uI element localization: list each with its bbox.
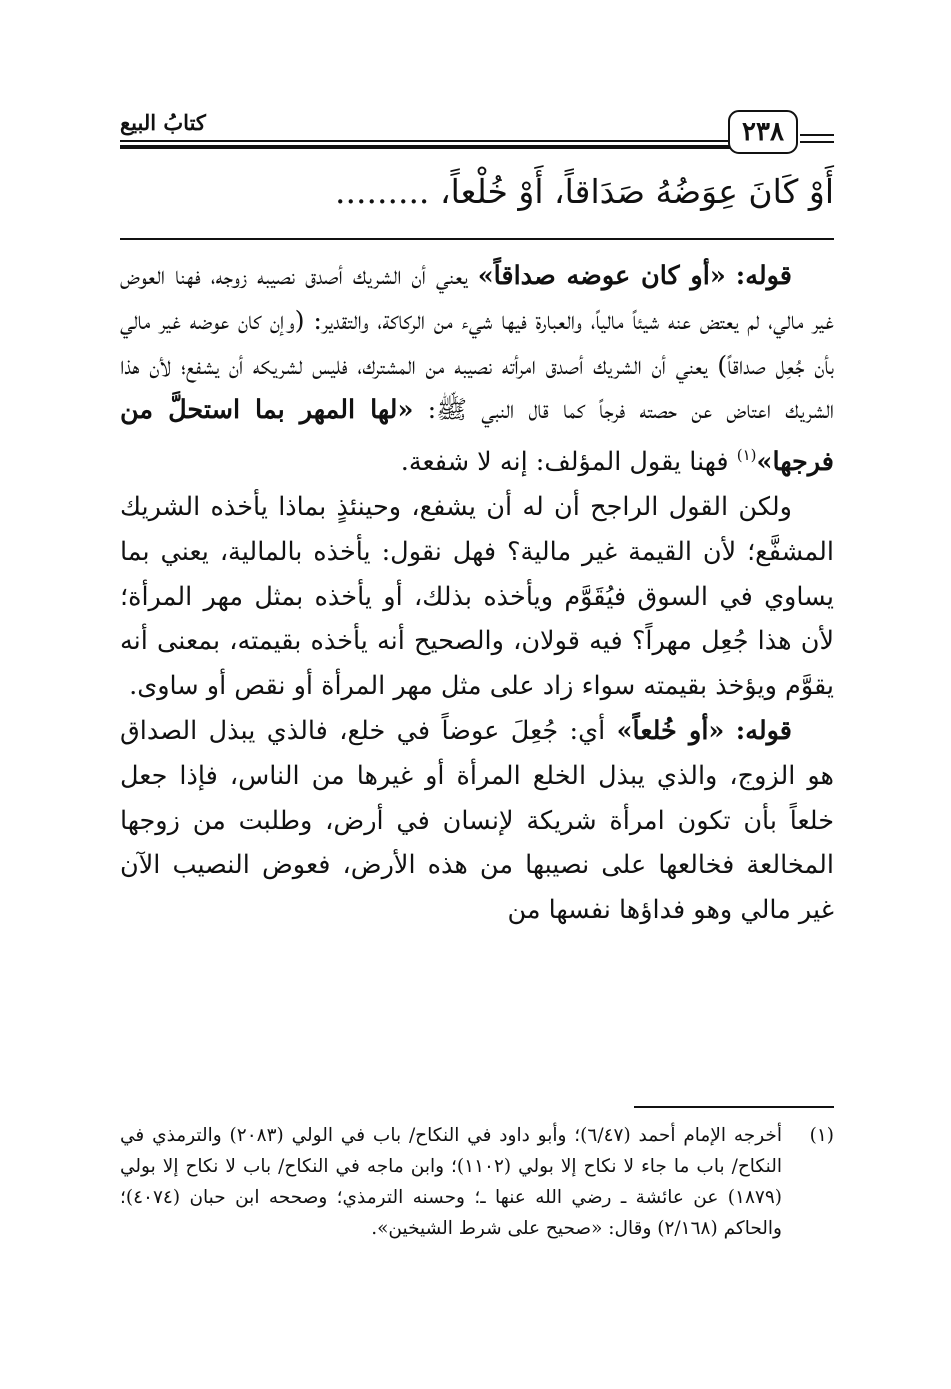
header-rule	[800, 141, 834, 143]
page-number: ٢٣٨	[728, 110, 798, 154]
book-title: كتابُ البيع	[120, 110, 206, 135]
footnotes	[120, 1120, 834, 1244]
header-rule	[800, 134, 834, 136]
matn-text: أَوْ كَانَ عِوَضُهُ صَدَاقاً، أَوْ خُلْعاً،	[439, 172, 834, 211]
matn-quote: «أو كان عوضه صداقاً»	[477, 261, 726, 291]
footnote-marker: (١)	[809, 1125, 834, 1146]
footnote-separator	[634, 1106, 834, 1108]
header-rule-thick	[120, 145, 730, 149]
paragraph	[120, 254, 834, 485]
paragraph	[120, 709, 834, 933]
matn-line	[120, 162, 834, 222]
matn-separator	[120, 238, 834, 240]
hadith-quote: «لها المهر بما استحلَّ من فرجها»	[120, 395, 834, 478]
book-page	[120, 0, 834, 1389]
page-header	[120, 108, 834, 154]
footnote-ref[interactable]: (١)	[736, 446, 757, 465]
paragraph-text: يعني أن الشريك أصدق نصيبه زوجه، فهنا العوض غير مالي، لم يعتض عنه شيئاً مالياً، والعبارة فيها شيء من الركاكة، والتقدير: (وإن كان عوضه غير مالي بأن جُعِل صداقاً) يعني أن الشريك أصدق امرأته نصيبه من المشترك، فليس لشريكه أن يشفع؛ لأن هذا الشريك اعتاض عن حصته فرجاً كما قال النبي ﷺ:	[120, 261, 834, 426]
qawluh-label: قوله:	[735, 715, 792, 746]
footnote-item	[120, 1120, 834, 1244]
matn-quote: «أو خُلعاً»	[616, 715, 725, 746]
commentary	[120, 254, 834, 933]
qawluh-label: قوله:	[735, 261, 792, 291]
footnote-text: أخرجه الإمام أحمد (٦/٤٧)؛ وأبو داود في النكاح/ باب في الولي (٢٠٨٣) والترمذي في النكاح/ باب ما جاء لا نكاح إلا بولي (١١٠٢)؛ وابن ماجه في النكاح/ باب لا نكاح إلا بولي (١٨٧٩) عن عائشة ـ رضي الله عنها ـ؛ وحسنه الترمذي؛ وصححه ابن حبان (٤٠٧٤)؛ والحاكم (٢/١٦٨) وقال: «صحيح على شرط الشيخين».	[120, 1125, 783, 1239]
paragraph-text: فهنا يقول المؤلف: إنه لا شفعة.	[400, 447, 737, 478]
matn-dots: .........	[335, 172, 430, 211]
paragraph-text: أي: جُعِلَ عوضاً في خلع، فالذي يبذل الصداق هو الزوج، والذي يبذل الخلع المرأة أو غيرها من الناس، فإذا جعل خلعاً بأن تكون امرأة شريكة لإنسان في أرض، وطلبت من زوجها المخالعة فخالعها على نصيبها من هذه الأرض، فعوض النصيب الآن غير مالي وهو فداؤها نفسها من	[120, 715, 834, 926]
header-rule	[120, 140, 730, 142]
paragraph: ولكن القول الراجح أن له أن يشفع، وحينئذٍ بماذا يأخذه الشريك المشفَّع؛ لأن القيمة غير مالية؟ فهل نقول: يأخذه بالمالية، يعني بما يساوي في السوق فيُقَوَّم ويأخذه بذلك، أو يأخذه بمثل مهر المرأة؛ لأن هذا جُعِل مهراً؟ فيه قولان، والصحيح أنه يأخذه بقيمته، بمعنى أنه يقوَّم ويؤخذ بقيمته سواء زاد على مثل مهر المرأة أو نقص أو ساوى.	[120, 491, 834, 702]
